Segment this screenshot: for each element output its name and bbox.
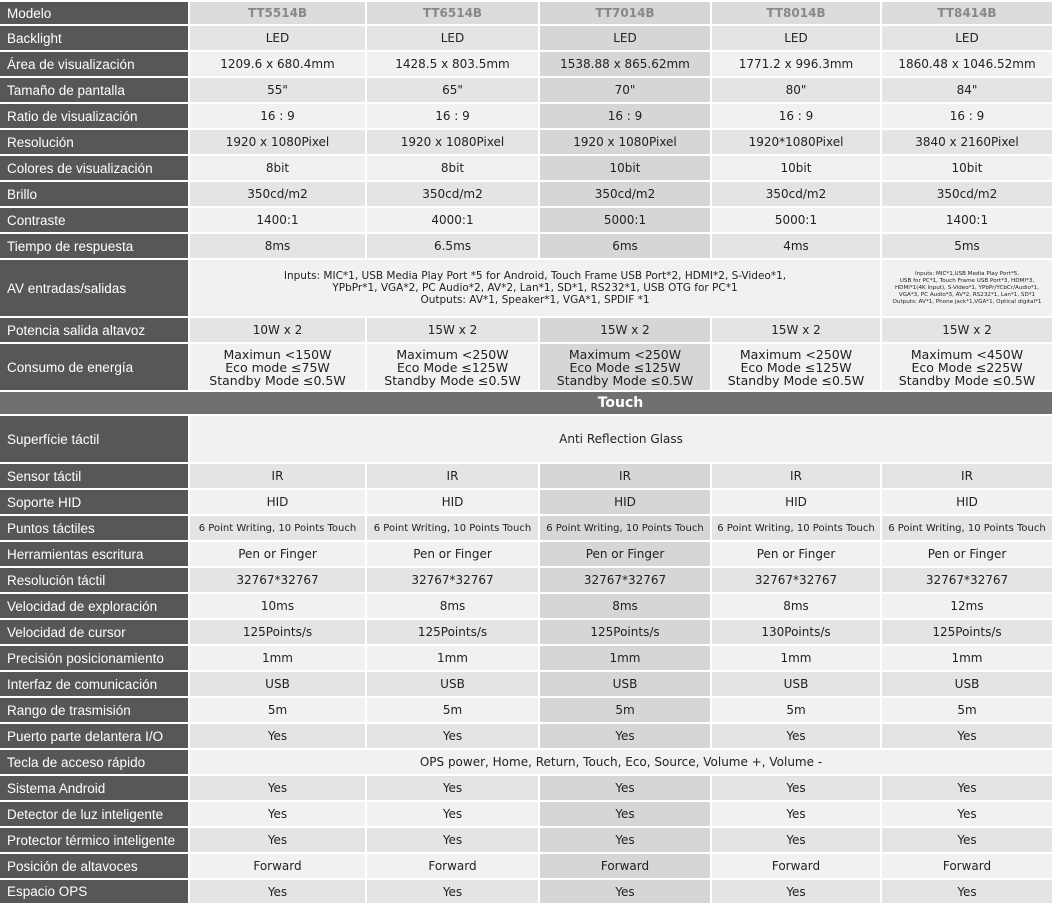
value-cell: 55" [189, 77, 366, 103]
value-cell: Yes [366, 827, 539, 853]
value-cell: Pen or Finger [539, 541, 711, 567]
value-cell: 15W x 2 [881, 317, 1052, 343]
row-label: Potencia salida altavoz [0, 317, 189, 343]
row-label: Puntos táctiles [0, 515, 189, 541]
value-cell: 3840 x 2160Pixel [881, 129, 1052, 155]
spec-row [0, 25, 1052, 51]
value-cell: Yes [366, 775, 539, 801]
value-cell: 1400:1 [881, 207, 1052, 233]
value-cell: Yes [539, 723, 711, 749]
value-cell: 1920*1080Pixel [711, 129, 881, 155]
value-cell: 1mm [366, 645, 539, 671]
value-cell: HID [711, 489, 881, 515]
value-cell: 350cd/m2 [366, 181, 539, 207]
value-cell: LED [881, 25, 1052, 51]
value-cell: 1428.5 x 803.5mm [366, 51, 539, 77]
value-cell: HID [189, 489, 366, 515]
row-label: Soporte HID [0, 489, 189, 515]
value-cell: 6 Point Writing, 10 Points Touch [539, 515, 711, 541]
spec-row [0, 541, 1052, 567]
value-cell: Yes [881, 801, 1052, 827]
spec-row [0, 827, 1052, 853]
spec-row [0, 233, 1052, 259]
spec-row [0, 749, 1052, 775]
value-cell: 350cd/m2 [539, 181, 711, 207]
model-cell: TT6514B [366, 1, 539, 25]
value-cell: Yes [366, 801, 539, 827]
value-cell: 125Points/s [539, 619, 711, 645]
value-cell: Yes [189, 827, 366, 853]
value-cell: 84" [881, 77, 1052, 103]
spec-row [0, 463, 1052, 489]
value-cell: IR [539, 463, 711, 489]
value-cell: IR [189, 463, 366, 489]
value-cell: 1mm [881, 645, 1052, 671]
value-cell: 10ms [189, 593, 366, 619]
row-label: Velocidad de exploración [0, 593, 189, 619]
value-cell: Forward [881, 853, 1052, 879]
spec-row [0, 155, 1052, 181]
row-label: Sensor táctil [0, 463, 189, 489]
spec-row [0, 515, 1052, 541]
value-cell: IR [881, 463, 1052, 489]
power-line: Maximun <150W [223, 346, 332, 362]
value-cell: USB [711, 671, 881, 697]
value-cell: 32767*32767 [881, 567, 1052, 593]
value-cell: 6 Point Writing, 10 Points Touch [366, 515, 539, 541]
value-cell: Pen or Finger [189, 541, 366, 567]
spec-row [0, 567, 1052, 593]
row-label: Rango de trasmisión [0, 697, 189, 723]
row-label: Ratio de visualización [0, 103, 189, 129]
value-cell: 70" [539, 77, 711, 103]
value-cell: 5m [711, 697, 881, 723]
value-cell: 5m [366, 697, 539, 723]
value-cell: USB [366, 671, 539, 697]
row-label: Posición de altavoces [0, 853, 189, 879]
value-cell: Pen or Finger [366, 541, 539, 567]
power-line: Maximum <250W [739, 346, 853, 362]
row-label: Contraste [0, 207, 189, 233]
value-cell: OPS power, Home, Return, Touch, Eco, Source, Volume +, Volume - [189, 749, 1052, 775]
value-cell: USB [881, 671, 1052, 697]
spec-row [0, 619, 1052, 645]
value-cell: 6 Point Writing, 10 Points Touch [189, 515, 366, 541]
value-cell: 8ms [711, 593, 881, 619]
av-line: VGA*3, PC Audio*3, AV*2, RS232*1, Lan*1, SD*1 [898, 291, 1036, 298]
row-label: Superfície táctil [0, 415, 189, 463]
row-label: Tamaño de pantalla [0, 77, 189, 103]
value-cell: Yes [711, 827, 881, 853]
value-cell: 15W x 2 [366, 317, 539, 343]
value-cell: 125Points/s [366, 619, 539, 645]
value-cell: 8ms [366, 593, 539, 619]
value-cell: 32767*32767 [366, 567, 539, 593]
av-row [0, 259, 1052, 317]
value-cell: Yes [711, 879, 881, 903]
value-cell: 80" [711, 77, 881, 103]
av-last-cell [881, 259, 1052, 317]
value-cell: 5m [881, 697, 1052, 723]
value-cell: 15W x 2 [539, 317, 711, 343]
value-cell: 350cd/m2 [711, 181, 881, 207]
spec-row [0, 879, 1052, 903]
av-line: Outputs: AV*1, Phone jack*1,VGA*1, Optical digital*1 [892, 298, 1042, 305]
value-cell: LED [366, 25, 539, 51]
power-line: Standby Mode ≤0.5W [209, 372, 346, 388]
value-cell: Forward [366, 853, 539, 879]
value-cell: 4000:1 [366, 207, 539, 233]
av-line: HDMI*1(4K Input), S-Video*1, YPbPr/YCbCr/Audio*1, [894, 284, 1040, 291]
power-line: Maximum <450W [910, 346, 1024, 362]
row-label: Modelo [0, 1, 189, 25]
value-cell: Pen or Finger [711, 541, 881, 567]
value-cell: 6 Point Writing, 10 Points Touch [881, 515, 1052, 541]
value-cell: Forward [539, 853, 711, 879]
row-label: Precisión posicionamiento [0, 645, 189, 671]
value-cell: Yes [539, 801, 711, 827]
value-cell: 32767*32767 [539, 567, 711, 593]
value-cell: 1400:1 [189, 207, 366, 233]
section-spacer [0, 391, 189, 415]
value-cell: IR [366, 463, 539, 489]
spec-row [0, 317, 1052, 343]
value-cell: USB [539, 671, 711, 697]
value-cell: 16 : 9 [189, 103, 366, 129]
value-cell: 15W x 2 [711, 317, 881, 343]
value-cell [711, 343, 881, 391]
value-cell: 12ms [881, 593, 1052, 619]
value-cell: HID [366, 489, 539, 515]
value-cell: 1920 x 1080Pixel [539, 129, 711, 155]
value-cell: 8bit [366, 155, 539, 181]
value-cell: Yes [711, 801, 881, 827]
value-cell [539, 343, 711, 391]
row-label: Interfaz de comunicación [0, 671, 189, 697]
value-cell: USB [189, 671, 366, 697]
value-cell: Yes [189, 879, 366, 903]
value-cell: 8bit [189, 155, 366, 181]
value-cell: 130Points/s [711, 619, 881, 645]
power-line: Standby Mode ≤0.5W [556, 372, 694, 388]
av-line: YPbPr*1, VGA*2, PC Audio*2, AV*2, Lan*1, SD*1, RS232*1, USB OTG for PC*1 [332, 282, 738, 294]
value-cell: 1771.2 x 996.3mm [711, 51, 881, 77]
power-line: Eco Mode ≤125W [396, 359, 509, 375]
value-cell: Yes [539, 827, 711, 853]
value-cell: 16 : 9 [711, 103, 881, 129]
value-cell: Anti Reflection Glass [189, 415, 1052, 463]
value-cell: 32767*32767 [189, 567, 366, 593]
value-cell: 65" [366, 77, 539, 103]
value-cell: HID [539, 489, 711, 515]
row-label: Tiempo de respuesta [0, 233, 189, 259]
value-cell: LED [711, 25, 881, 51]
value-cell [366, 343, 539, 391]
section-title: Touch [189, 391, 1052, 415]
row-label: Consumo de energía [0, 343, 189, 391]
value-cell: HID [881, 489, 1052, 515]
value-cell: 10bit [711, 155, 881, 181]
value-cell [189, 343, 366, 391]
av-line: USB for PC*1, Touch Frame USB Port*3, HDMI*3, [899, 277, 1035, 284]
value-cell: 5ms [881, 233, 1052, 259]
value-cell: 4ms [711, 233, 881, 259]
value-cell [881, 343, 1052, 391]
row-label: Protector térmico inteligente [0, 827, 189, 853]
power-line: Standby Mode ≤0.5W [727, 372, 865, 388]
spec-row [0, 645, 1052, 671]
value-cell: 350cd/m2 [881, 181, 1052, 207]
value-cell: 6ms [539, 233, 711, 259]
model-cell: TT5514B [189, 1, 366, 25]
spec-row [0, 723, 1052, 749]
value-cell: Yes [881, 879, 1052, 903]
row-label: Detector de luz inteligente [0, 801, 189, 827]
spec-row [0, 489, 1052, 515]
value-cell: Yes [539, 775, 711, 801]
value-cell: Yes [881, 723, 1052, 749]
row-label: Velocidad de cursor [0, 619, 189, 645]
spec-row [0, 801, 1052, 827]
value-cell: Forward [189, 853, 366, 879]
model-cell: TT8414B [881, 1, 1052, 25]
value-cell: Yes [539, 879, 711, 903]
spec-row [0, 593, 1052, 619]
value-cell: Yes [711, 775, 881, 801]
value-cell: 1920 x 1080Pixel [366, 129, 539, 155]
row-label: Herramientas escritura [0, 541, 189, 567]
value-cell: 5000:1 [539, 207, 711, 233]
power-line: Eco Mode ≤125W [740, 359, 852, 375]
av-line: Inputs: MIC*1, USB Media Play Port *5 for Android, Touch Frame USB Port*2, HDMI*2, S-Video*1, [283, 270, 787, 282]
value-cell: Yes [881, 775, 1052, 801]
value-cell: 6.5ms [366, 233, 539, 259]
header-row [0, 1, 1052, 25]
value-cell: Yes [366, 879, 539, 903]
value-cell: Yes [189, 801, 366, 827]
value-cell: 1920 x 1080Pixel [189, 129, 366, 155]
spec-row [0, 415, 1052, 463]
power-line: Eco mode ≤75W [225, 359, 330, 375]
value-cell: 8ms [539, 593, 711, 619]
value-cell: 1mm [711, 645, 881, 671]
value-cell: 10bit [539, 155, 711, 181]
power-line: Eco Mode ≤125W [569, 359, 681, 375]
value-cell: 8ms [189, 233, 366, 259]
value-cell: 16 : 9 [366, 103, 539, 129]
row-label: Espacio OPS [0, 879, 189, 903]
value-cell: Yes [366, 723, 539, 749]
av-shared-cell [189, 259, 881, 317]
value-cell: IR [711, 463, 881, 489]
spec-row [0, 207, 1052, 233]
spec-row [0, 775, 1052, 801]
spec-row [0, 77, 1052, 103]
row-label: Brillo [0, 181, 189, 207]
value-cell: 10W x 2 [189, 317, 366, 343]
row-label: Área de visualización [0, 51, 189, 77]
value-cell: 1538.88 x 865.62mm [539, 51, 711, 77]
value-cell: 125Points/s [189, 619, 366, 645]
value-cell: 5m [189, 697, 366, 723]
av-line: Outputs: AV*1, Speaker*1, VGA*1, SPDIF *1 [420, 294, 650, 306]
value-cell: 5000:1 [711, 207, 881, 233]
section-header-row [0, 391, 1052, 415]
value-cell: 1209.6 x 680.4mm [189, 51, 366, 77]
value-cell: Yes [189, 775, 366, 801]
row-label: Sistema Android [0, 775, 189, 801]
value-cell: 16 : 9 [539, 103, 711, 129]
value-cell: Yes [189, 723, 366, 749]
value-cell: Yes [881, 827, 1052, 853]
row-label: Backlight [0, 25, 189, 51]
spec-row [0, 671, 1052, 697]
value-cell: LED [539, 25, 711, 51]
power-row [0, 343, 1052, 391]
value-cell: Pen or Finger [881, 541, 1052, 567]
value-cell: 1mm [189, 645, 366, 671]
value-cell: 1860.48 x 1046.52mm [881, 51, 1052, 77]
row-label: Tecla de acceso rápido [0, 749, 189, 775]
row-label: Resolución táctil [0, 567, 189, 593]
spec-row [0, 697, 1052, 723]
value-cell: 350cd/m2 [189, 181, 366, 207]
value-cell: 1mm [539, 645, 711, 671]
value-cell: 10bit [881, 155, 1052, 181]
value-cell: LED [189, 25, 366, 51]
value-cell: 5m [539, 697, 711, 723]
value-cell: 16 : 9 [881, 103, 1052, 129]
value-cell: Forward [711, 853, 881, 879]
value-cell: 6 Point Writing, 10 Points Touch [711, 515, 881, 541]
row-label: Colores de visualización [0, 155, 189, 181]
spec-row [0, 181, 1052, 207]
power-line: Eco Mode ≤225W [911, 359, 1023, 375]
power-line: Standby Mode ≤0.5W [898, 372, 1036, 388]
value-cell: 125Points/s [881, 619, 1052, 645]
row-label: Resolución [0, 129, 189, 155]
value-cell: 32767*32767 [711, 567, 881, 593]
power-line: Maximum <250W [568, 346, 682, 362]
spec-row [0, 103, 1052, 129]
spec-row [0, 853, 1052, 879]
model-cell: TT7014B [539, 1, 711, 25]
spec-row [0, 51, 1052, 77]
value-cell: Yes [711, 723, 881, 749]
av-line: Inputs: MIC*1,USB Media Play Port*5, [914, 270, 1020, 277]
power-line: Maximum <250W [396, 346, 509, 362]
row-label: Puerto parte delantera I/O [0, 723, 189, 749]
model-cell: TT8014B [711, 1, 881, 25]
row-label: AV entradas/salidas [0, 259, 189, 317]
power-line: Standby Mode ≤0.5W [384, 372, 521, 388]
spec-row [0, 129, 1052, 155]
